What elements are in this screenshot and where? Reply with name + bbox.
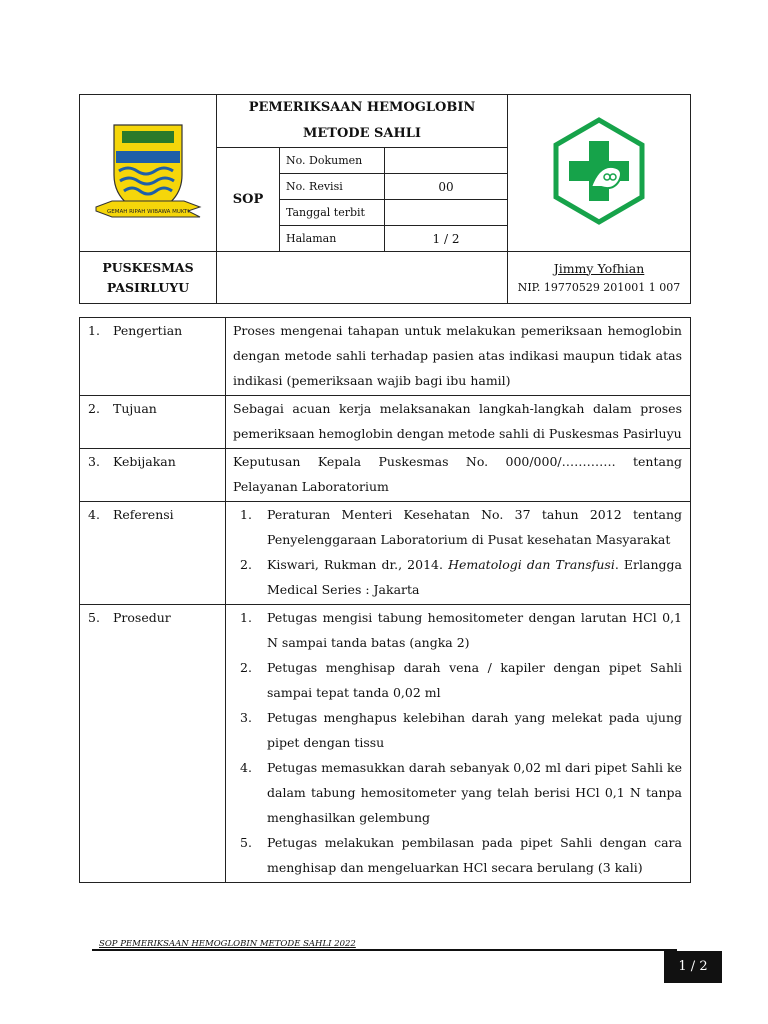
left-logo-cell [80,95,217,252]
section-content-kebijakan: Keputusan Kepala Puskesmas No. 000/000/…………. tentang Pelayanan Laboratorium [226,449,691,502]
section-label-cell [80,605,226,883]
section-label-cell [80,502,226,605]
section-number: 3. [88,454,100,469]
procedure-step: 3. Petugas menghapus kelebihan darah yang melekat pada ujung pipet dengan tissu [240,710,682,750]
section-label: Referensi [113,507,174,522]
reference-item: 2. Kiswari, Rukman dr., 2014. Hematologi dan Transfusi. Erlangga Medical Series : Jakarta [240,557,682,597]
footer-document-label: SOP PEMERIKSAAN HEMOGLOBIN METODE SAHLI 2022 [99,939,356,949]
meta-label-revision: No. Revisi [280,174,385,199]
procedure-step-text: Petugas menghapus kelebihan darah yang melekat pada ujung pipet dengan tissu [267,710,682,750]
section-number: 5. [88,610,100,625]
meta-cell-1 [280,174,508,200]
section-row-pengertian [80,318,691,396]
section-label-cell [80,318,226,396]
document-title [217,95,508,148]
section-label: Prosedur [113,610,171,625]
sop-label: SOP [217,148,280,252]
procedure-step: 4. Petugas memasukkan darah sebanyak 0,02 ml dari pipet Sahli ke dalam tabung hemositometer yang telah berisi HCl 0,1 N tanpa menghasilkan gelembung [240,760,682,825]
section-content-referensi [226,502,691,605]
meta-label-page: Halaman [280,226,385,251]
section-label: Tujuan [113,401,157,416]
reference-author: Kiswari, Rukman dr., 2014. [267,557,443,572]
page-indicator: 1 / 2 [664,951,722,983]
section-number: 2. [88,401,100,416]
meta-cell-0 [280,148,508,174]
section-label: Kebijakan [113,454,176,469]
procedure-step-text: Petugas menghisap darah vena / kapiler dengan pipet Sahli sampai tepat tanda 0,02 ml [267,660,682,700]
section-number: 1. [88,323,100,338]
procedure-step: 1. Petugas mengisi tabung hemositometer dengan larutan HCl 0,1 N sampai tanda batas (angka 2) [240,610,682,650]
section-content-prosedur [226,605,691,883]
signer-name: Jimmy Yofhian [553,260,645,276]
organization-name [80,252,217,304]
section-label-cell [80,396,226,449]
signature-block [508,252,691,304]
meta-cell-2 [280,200,508,226]
reference-publisher: . Erlangga Medical Series : Jakarta [267,557,682,597]
procedure-step: 5. Petugas melakukan pembilasan pada pipet Sahli dengan cara menghisap dan mengeluarkan HCl secara berulang (3 kali) [240,835,682,875]
meta-cell-3 [280,226,508,252]
empty-cell [217,252,508,304]
section-number: 4. [88,507,100,522]
signer-nip: NIP. 19770529 201001 1 007 [517,280,681,294]
section-row-referensi [80,502,691,605]
section-row-kebijakan [80,449,691,502]
section-content-pengertian: Proses mengenai tahapan untuk melakukan pemeriksaan hemoglobin dengan metode sahli terhadap pasien atas indikasi maupun tidak atas indikasi (pemeriksaan wajib bagi ibu hamil) [226,318,691,396]
section-content-tujuan: Sebagai acuan kerja melaksanakan langkah-langkah dalam proses pemeriksaan hemoglobin dengan metode sahli di Puskesmas Pasirluyu [226,396,691,449]
org-line-1: PUSKESMAS [102,259,194,275]
meta-value-revision: 00 [438,179,454,194]
title-line-2: METODE SAHLI [303,126,421,141]
emblem-motto: GEMAH RIPAH WIBAWA MUKTI [106,209,190,215]
procedure-step-text: Petugas melakukan pembilasan pada pipet Sahli dengan cara menghisap dan mengeluarkan HCl secara berulang (3 kali) [267,835,682,875]
procedure-table [79,317,691,883]
puskesmas-logo-icon [551,117,647,225]
meta-label-document-no: No. Dokumen [280,148,385,173]
meta-value-issue-date [385,200,508,225]
reference-item: 1. Peraturan Menteri Kesehatan No. 37 tahun 2012 tentang Penyelenggaraan Laboratorium di Pusat kesehatan Masyarakat [240,507,682,547]
section-label-cell [80,449,226,502]
meta-label-issue-date: Tanggal terbit [280,200,385,225]
reference-book-title: Hematologi dan Transfusi [448,557,615,572]
meta-value-document-no [385,148,508,173]
section-row-tujuan [80,396,691,449]
section-row-prosedur [80,605,691,883]
footer-divider [92,949,677,951]
right-logo-cell [508,95,691,252]
reference-text: Peraturan Menteri Kesehatan No. 37 tahun 2012 tentang Penyelenggaraan Laboratorium di Pusat kesehatan Masyarakat [267,507,682,547]
procedure-step: 2. Petugas menghisap darah vena / kapiler dengan pipet Sahli sampai tepat tanda 0,02 ml [240,660,682,700]
meta-value-page: 1 / 2 [432,231,460,246]
org-line-2: PASIRLUYU [106,279,190,295]
title-line-1: PEMERIKSAAN HEMOGLOBIN [248,100,476,115]
header-table [79,94,691,304]
procedure-step-text: Petugas memasukkan darah sebanyak 0,02 ml dari pipet Sahli ke dalam tabung hemositometer yang telah berisi HCl 0,1 N tanpa menghasilkan gelembung [267,760,682,825]
section-label: Pengertian [113,323,183,338]
regency-emblem-icon [92,115,204,227]
procedure-step-text: Petugas mengisi tabung hemositometer dengan larutan HCl 0,1 N sampai tanda batas (angka 2) [267,610,682,650]
